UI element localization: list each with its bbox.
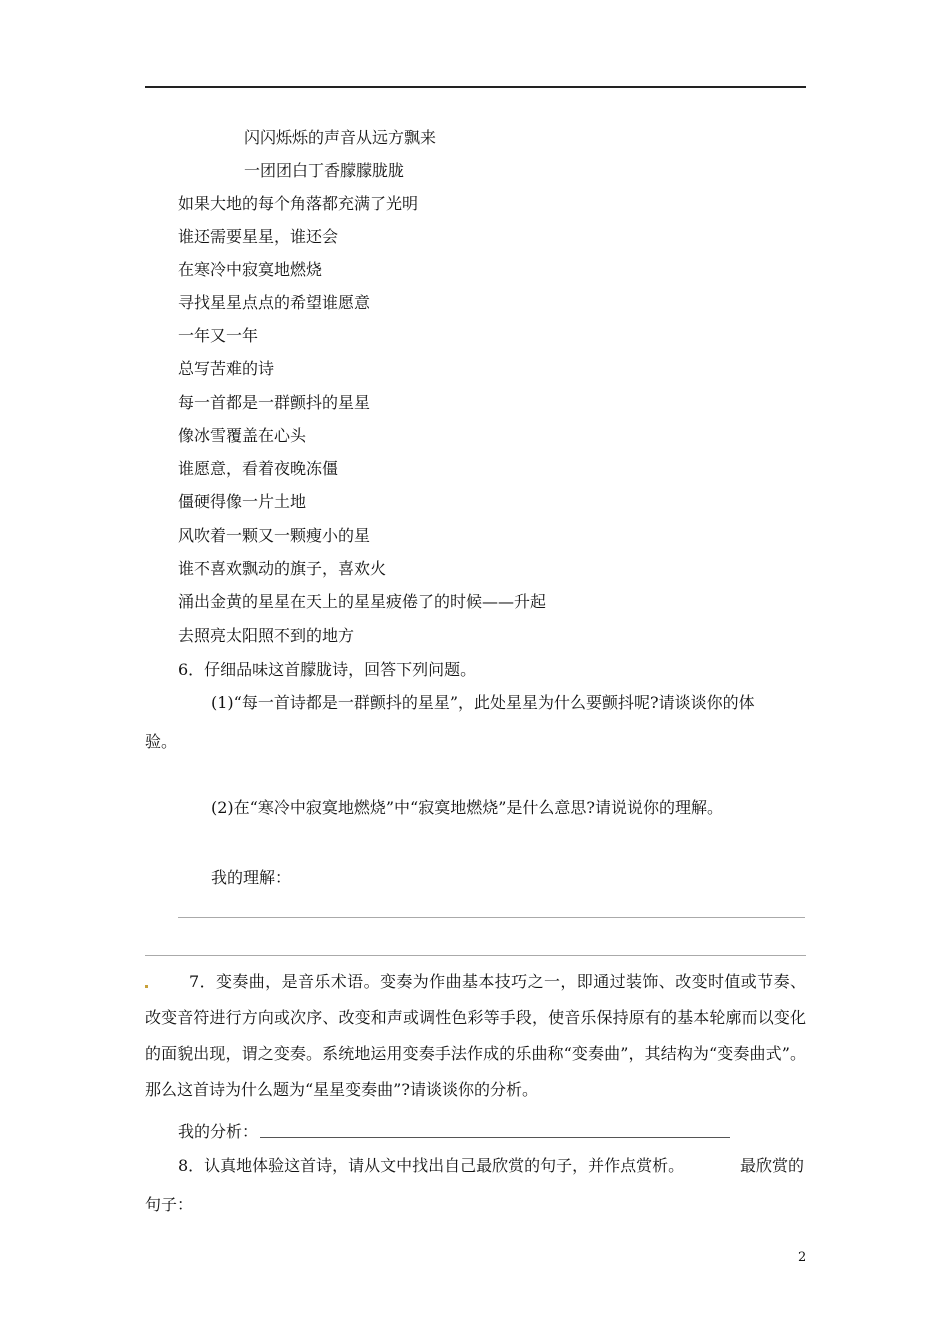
- poem-line: 谁愿意，看着夜晚冻僵: [178, 459, 339, 478]
- answer-line[interactable]: [260, 1137, 730, 1138]
- poem-line: 去照亮太阳照不到的地方: [178, 626, 355, 645]
- question-7-text: 7．变奏曲，是音乐术语。变奏为作曲基本技巧之一，即通过装饰、改变时值或节奏、改变音符进行方向或次序、改变和声或调性色彩等手段，使音乐保持原有的基本轮廓而以变化的面貌出现，谓之变奏。系统地运用变奏手法作成的乐曲称“变奏曲”，其结构为“变奏曲式”。那么这首诗为什么题为“星星变奏曲”?请谈谈你的分析。: [145, 972, 806, 1099]
- poem-line: 寻找星星点点的希望谁愿意: [178, 293, 371, 312]
- best-label: 最欣赏的: [740, 1156, 805, 1175]
- answer-line[interactable]: [145, 955, 806, 956]
- poem-line: 闪闪烁烁的声音从远方飘来: [244, 128, 437, 147]
- poem-line: 每一首都是一群颤抖的星星: [178, 393, 371, 412]
- question-6-sub1-cont: 验。: [145, 732, 178, 751]
- poem-line: 如果大地的每个角落都充满了光明: [178, 194, 419, 213]
- poem-line: 涌出金黄的星星在天上的星星疲倦了的时候——升起: [178, 592, 547, 611]
- poem-line: 风吹着一颗又一颗瘦小的星: [178, 526, 371, 545]
- header-rule: [145, 86, 806, 88]
- question-6-sub2: (2)在“寒冷中寂寞地燃烧”中“寂寞地燃烧”是什么意思?请说说你的理解。: [211, 798, 723, 817]
- poem-line: 僵硬得像一片土地: [178, 492, 307, 511]
- my-analysis-label: 我的分析：: [178, 1122, 259, 1141]
- poem-line: 一团团白丁香朦朦胧胧: [244, 161, 405, 180]
- sentence-label: 句子：: [145, 1195, 194, 1214]
- question-8-text: 8．认真地体验这首诗，请从文中找出自己最欣赏的句子，并作点赏析。: [178, 1156, 685, 1175]
- question-6-title: 6．仔细品味这首朦胧诗，回答下列问题。: [178, 660, 477, 679]
- poem-line: 总写苦难的诗: [178, 359, 275, 378]
- question-6-sub1: (1)“每一首诗都是一群颤抖的星星”，此处星星为什么要颤抖呢?请谈谈你的体: [211, 693, 755, 712]
- page-number: 2: [798, 1250, 807, 1265]
- poem-line: 在寒冷中寂寞地燃烧: [178, 260, 323, 279]
- poem-line: 像冰雪覆盖在心头: [178, 426, 307, 445]
- poem-line: 谁还需要星星，谁还会: [178, 227, 339, 246]
- poem-line: 谁不喜欢飘动的旗子，喜欢火: [178, 559, 387, 578]
- my-understanding-label: 我的理解：: [211, 868, 292, 887]
- answer-line[interactable]: [178, 917, 805, 918]
- poem-line: 一年又一年: [178, 326, 259, 345]
